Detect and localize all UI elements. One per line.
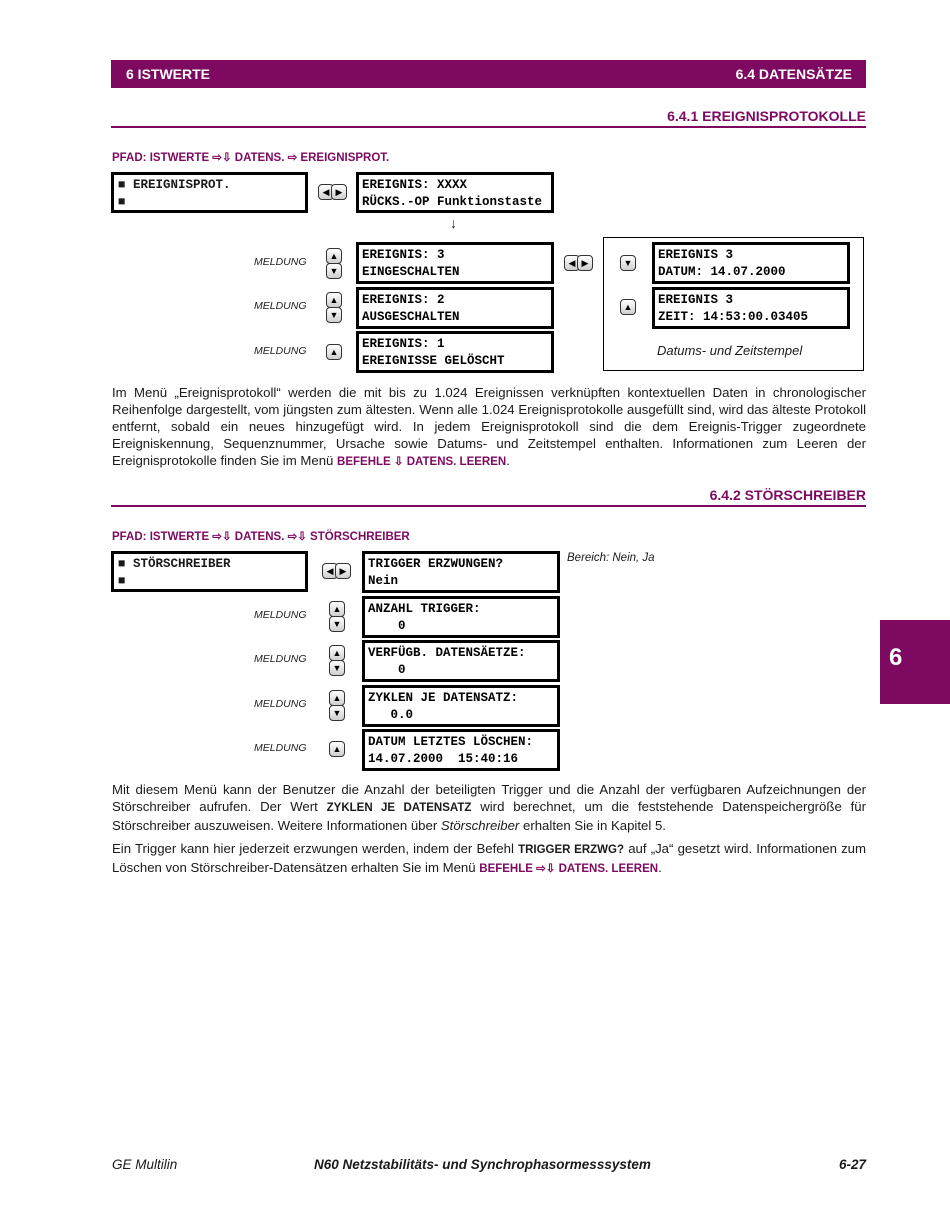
up-key-icon[interactable]: ▲ xyxy=(326,344,342,360)
meldung-label: MELDUNG xyxy=(254,742,307,754)
up-key-icon[interactable]: ▲ xyxy=(326,248,342,264)
down-arrow: ↓ xyxy=(450,215,457,231)
range-note: Bereich: Nein, Ja xyxy=(567,552,655,564)
down-key-icon[interactable]: ▼ xyxy=(326,307,342,323)
menu-path: PFAD: ISTWERTE ⇨⇩ DATENS. ⇨ EREIGNISPROT. xyxy=(112,152,390,164)
up-key-icon[interactable]: ▲ xyxy=(329,690,345,706)
display-trigger-erzwungen: TRIGGER ERZWUNGEN? Nein xyxy=(362,551,560,593)
chapter-title: 6 ISTWERTE xyxy=(126,66,211,82)
footer-company: GE Multilin xyxy=(112,1157,178,1172)
meldung-label: MELDUNG xyxy=(254,345,307,357)
up-key-icon[interactable]: ▲ xyxy=(326,292,342,308)
paragraph-stoerschreiber-1: Mit diesem Menü kann der Benutzer die Anzahl der beteiligten Trigger und die Anzahl der verfügbaren Aufzeichnungen der Störschreiber aufrufen. Der Wert ZYKLEN JE DATENSATZ wird berechnet, um die feststehende Datenspeichergröße für Störschreiber auszuweisen. Weitere Informationen über Störschreiber erhalten Sie in Kapitel 5. xyxy=(112,782,867,833)
section-rule xyxy=(111,126,866,128)
display-event-1: EREIGNIS: 1 EREIGNISSE GELÖSCHT xyxy=(356,331,554,373)
meldung-label: MELDUNG xyxy=(254,698,307,710)
up-key-icon[interactable]: ▲ xyxy=(620,299,636,315)
up-key-icon[interactable]: ▲ xyxy=(329,645,345,661)
left-key-icon[interactable]: ◀ xyxy=(318,184,334,200)
display-zyklen-je-datensatz: ZYKLEN JE DATENSATZ: 0.0 xyxy=(362,685,560,727)
display-verfuegb-datensaetze: VERFÜGB. DATENSÄETZE: 0 xyxy=(362,640,560,682)
right-key-icon[interactable]: ▶ xyxy=(331,184,347,200)
chapter-header-bar xyxy=(111,60,866,88)
display-datum-letztes-loeschen: DATUM LETZTES LÖSCHEN: 14.07.2000 15:40:16 xyxy=(362,729,560,771)
down-key-icon[interactable]: ▼ xyxy=(620,255,636,271)
meldung-label: MELDUNG xyxy=(254,256,307,268)
down-key-icon[interactable]: ▼ xyxy=(326,263,342,279)
section-rule xyxy=(111,505,866,507)
menu-header-stoerschreiber: ■ STÖRSCHREIBER ■ xyxy=(111,551,308,592)
footer-page-number: 6-27 xyxy=(838,1157,866,1172)
chapter-side-tab: 6 xyxy=(880,620,950,704)
up-key-icon[interactable]: ▲ xyxy=(329,601,345,617)
display-event-3: EREIGNIS: 3 EINGESCHALTEN xyxy=(356,242,554,284)
meldung-label: MELDUNG xyxy=(254,653,307,665)
display-event-top: EREIGNIS: XXXX RÜCKS.-OP Funktionstaste xyxy=(356,172,554,213)
display-event-2: EREIGNIS: 2 AUSGESCHALTEN xyxy=(356,287,554,329)
right-key-icon[interactable]: ▶ xyxy=(577,255,593,271)
down-key-icon[interactable]: ▼ xyxy=(329,616,345,632)
subsection-title-stoerschreiber: 6.4.2 STÖRSCHREIBER xyxy=(709,487,866,503)
down-key-icon[interactable]: ▼ xyxy=(329,705,345,721)
up-key-icon[interactable]: ▲ xyxy=(329,741,345,757)
menu-header-ereignisprot: ■ EREIGNISPROT. ■ xyxy=(111,172,308,213)
meldung-label: MELDUNG xyxy=(254,609,307,621)
left-key-icon[interactable]: ◀ xyxy=(322,563,338,579)
menu-path: PFAD: ISTWERTE ⇨⇩ DATENS. ⇨⇩ STÖRSCHREIBER xyxy=(112,531,410,543)
meldung-label: MELDUNG xyxy=(254,300,307,312)
display-date: EREIGNIS 3 DATUM: 14.07.2000 xyxy=(652,242,850,284)
left-key-icon[interactable]: ◀ xyxy=(564,255,580,271)
menu-reference: BEFEHLE ⇩ DATENS. LEEREN xyxy=(337,456,507,468)
subsection-title-ereignisprotokolle: 6.4.1 EREIGNISPROTOKOLLE xyxy=(667,108,866,124)
paragraph-ereignisprotokoll: Im Menü „Ereignisprotokoll“ werden die mit bis zu 1.024 Ereignissen verknüpften kontextuellen Daten in chronologischer Reihenfolge dargestellt, vom jüngsten zum ältesten. Wenn alle 1.024 Ereignisprotokolle ausgefüllt sind, wird das älteste Protokoll entfernt, sobald ein neues hinzugefügt wird. In jedem Ereignisprotokoll sind die dem Ereignis-Trigger zugeordnete Ereigniskennung, Sequenznummer, Ursache sowie Datums- und Zeitstempel enthalten. Informationen zum Leeren der Ereignisprotokolle finden Sie im Menü BEFEHLE ⇩ DATENS. LEEREN. xyxy=(112,385,866,468)
display-time: EREIGNIS 3 ZEIT: 14:53:00.03405 xyxy=(652,287,850,329)
timestamp-caption: Datums- und Zeitstempel xyxy=(657,343,803,358)
right-key-icon[interactable]: ▶ xyxy=(335,563,351,579)
display-anzahl-trigger: ANZAHL TRIGGER: 0 xyxy=(362,596,560,638)
down-key-icon[interactable]: ▼ xyxy=(329,660,345,676)
section-title: 6.4 DATENSÄTZE xyxy=(735,66,852,82)
menu-reference: BEFEHLE ⇨⇩ DATENS. LEEREN xyxy=(479,863,659,875)
footer-product: N60 Netzstabilitäts- und Synchrophasormesssystem xyxy=(314,1157,651,1172)
paragraph-stoerschreiber-2: Ein Trigger kann hier jederzeit erzwungen werden, indem der Befehl TRIGGER ERZWG? auf „Ja“ gesetzt wird. Informationen zum Löschen von Störschreiber-Datensätzen erhalten Sie im Menü BEFEHLE ⇨⇩ DATENS. LEEREN. xyxy=(112,841,867,875)
